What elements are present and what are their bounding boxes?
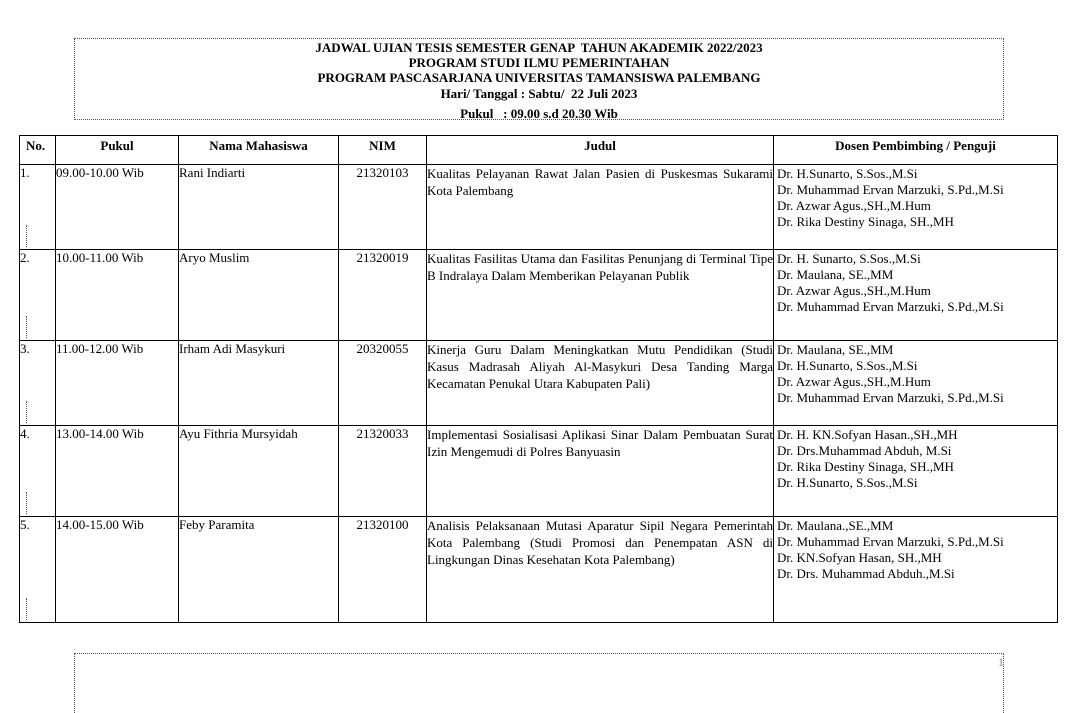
examiner-name: Dr. Maulana, SE.,MM <box>777 342 894 357</box>
col-dosen: Dosen Pembimbing / Penguji <box>774 136 1058 165</box>
examiner-name: Dr. Muhammad Ervan Marzuki, S.Pd.,M.Si <box>777 534 1004 549</box>
schedule-table <box>19 135 1058 623</box>
time-line: Pukul : 09.00 s.d 20.30 Wib <box>460 106 618 121</box>
examiner-name: Dr. H.Sunarto, S.Sos.,M.Si <box>777 358 918 373</box>
row-time: 13.00-14.00 Wib <box>56 426 144 441</box>
examiner-name: Dr. H.Sunarto, S.Sos.,M.Si <box>777 166 918 181</box>
row-nim: 21320019 <box>356 250 409 265</box>
row-number: 1. <box>20 165 30 180</box>
examiner-name: Dr. Muhammad Ervan Marzuki, S.Pd.,M.Si <box>777 299 1004 314</box>
title-line-2: PROGRAM STUDI ILMU PEMERINTAHAN <box>408 55 670 71</box>
row-student-name: Aryo Muslim <box>179 250 250 265</box>
row-title: Analisis Pelaksanaan Mutasi Aparatur Sipil Negara Pemerintah Kota Palembang (Studi Promosi dan Penempatan ASN di Lingkungan Dinas Kesehatan Kota Palembang) <box>427 518 773 567</box>
row-title: Kinerja Guru Dalam Meningkatkan Mutu Pendidikan (Studi Kasus Madrasah Aliyah Al-Masykuri Desa Tanding Marga Kecamatan Penukal Utara Kabupaten Pali) <box>427 342 773 391</box>
table-row <box>20 426 1058 517</box>
title-line-3: PROGRAM PASCASARJANA UNIVERSITAS TAMANSISWA PALEMBANG <box>317 70 761 86</box>
examiner-name: Dr. H. Sunarto, S.Sos.,M.Si <box>777 251 921 266</box>
examiner-list <box>777 426 1055 491</box>
row-nim: 21320100 <box>356 517 409 532</box>
examiner-name: Dr. Maulana, SE.,MM <box>777 267 894 282</box>
row-student-name: Rani Indiarti <box>179 165 246 180</box>
row-nim: 21320033 <box>356 426 409 441</box>
table-row <box>20 517 1058 623</box>
row-nim: 21320103 <box>356 165 409 180</box>
next-page-box <box>74 653 1004 713</box>
examiner-name: Dr. KN.Sofyan Hasan, SH.,MH <box>777 550 942 565</box>
examiner-name: Dr. Maulana.,SE.,MM <box>777 518 894 533</box>
examiner-list <box>777 250 1055 315</box>
title-line-1: JADWAL UJIAN TESIS SEMESTER GENAP TAHUN AKADEMIK 2022/2023 <box>315 40 763 55</box>
table-row <box>20 165 1058 250</box>
table-row <box>20 341 1058 426</box>
examiner-name: Dr. Muhammad Ervan Marzuki, S.Pd.,M.Si <box>777 182 1004 197</box>
page-number: 1 <box>998 655 1004 669</box>
row-number: 5. <box>20 517 30 532</box>
row-time: 09.00-10.00 Wib <box>56 165 144 180</box>
examiner-name: Dr. Muhammad Ervan Marzuki, S.Pd.,M.Si <box>777 390 1004 405</box>
row-title: Kualitas Fasilitas Utama dan Fasilitas Penunjang di Terminal Tipe B Indralaya Dalam Memberikan Pelayanan Publik <box>427 251 773 283</box>
table-row <box>20 250 1058 341</box>
row-title: Kualitas Pelayanan Rawat Jalan Pasien di Puskesmas Sukarami Kota Palembang <box>427 166 773 198</box>
col-no: No. <box>20 136 56 165</box>
row-student-name: Irham Adi Masykuri <box>179 341 286 356</box>
row-title: Implementasi Sosialisasi Aplikasi Sinar Dalam Pembuatan Surat Izin Mengemudi di Polres Banyuasin <box>427 427 773 459</box>
row-time: 14.00-15.00 Wib <box>56 517 144 532</box>
examiner-name: Dr. Azwar Agus.,SH.,M.Hum <box>777 374 931 389</box>
row-number: 2. <box>20 250 30 265</box>
examiner-list <box>777 517 1055 582</box>
table-header-row <box>20 136 1058 165</box>
examiner-list <box>777 341 1055 406</box>
examiner-list <box>777 165 1055 230</box>
examiner-name: Dr. Drs. Muhammad Abduh.,M.Si <box>777 566 955 581</box>
date-line: Hari/ Tanggal : Sabtu/ 22 Juli 2023 <box>440 85 638 101</box>
row-time: 11.00-12.00 Wib <box>56 341 144 356</box>
row-number: 4. <box>20 426 30 441</box>
row-time: 10.00-11.00 Wib <box>56 250 144 265</box>
col-nim: NIM <box>339 136 427 165</box>
row-nim: 20320055 <box>356 341 409 356</box>
examiner-name: Dr. H.Sunarto, S.Sos.,M.Si <box>777 475 918 490</box>
examiner-name: Dr. Azwar Agus.,SH.,M.Hum <box>777 283 931 298</box>
col-pukul: Pukul <box>56 136 179 165</box>
col-judul: Judul <box>427 136 774 165</box>
row-student-name: Feby Paramita <box>179 517 255 532</box>
row-student-name: Ayu Fithria Mursyidah <box>179 426 298 441</box>
examiner-name: Dr. Rika Destiny Sinaga, SH.,MH <box>777 214 954 229</box>
examiner-name: Dr. Drs.Muhammad Abduh, M.Si <box>777 443 952 458</box>
row-number: 3. <box>20 341 30 356</box>
examiner-name: Dr. H. KN.Sofyan Hasan.,SH.,MH <box>777 427 958 442</box>
col-nama: Nama Mahasiswa <box>179 136 339 165</box>
examiner-name: Dr. Azwar Agus.,SH.,M.Hum <box>777 198 931 213</box>
examiner-name: Dr. Rika Destiny Sinaga, SH.,MH <box>777 459 954 474</box>
